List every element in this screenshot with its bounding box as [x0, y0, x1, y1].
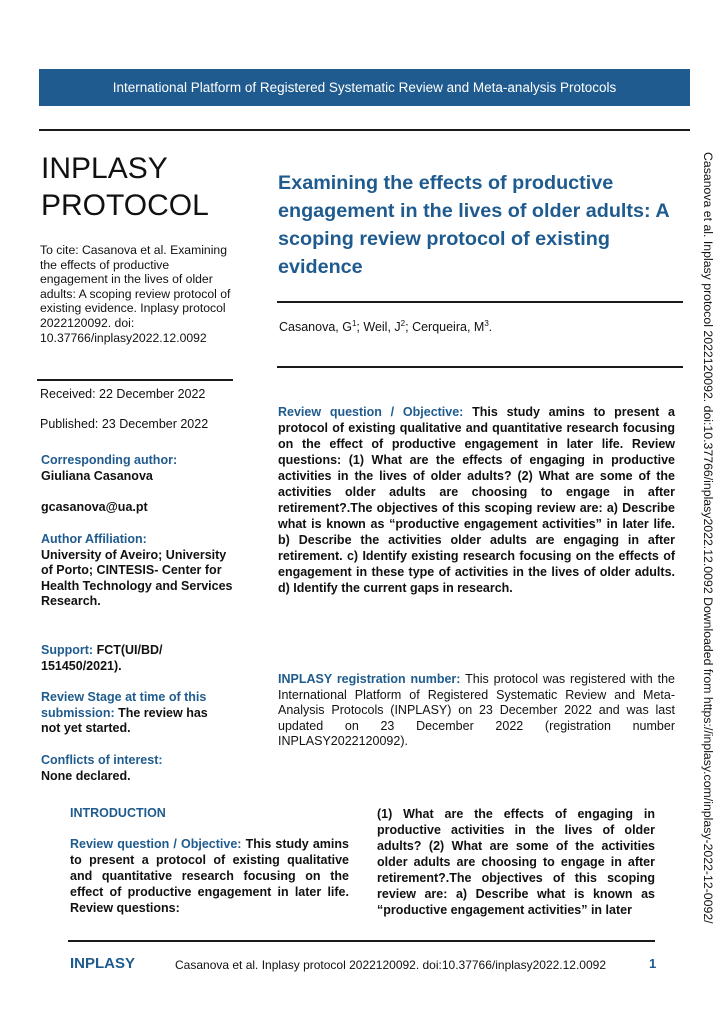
top-rule: [39, 129, 690, 131]
footer-brand: INPLASY: [70, 955, 136, 972]
support-info: [41, 643, 191, 674]
author-name: Weil, J: [363, 320, 401, 335]
author-3: [412, 320, 492, 334]
author-affiliation-mark: 2: [400, 319, 406, 328]
author-separator: .: [488, 320, 493, 335]
review-stage-label: Review Stage at time of this submission:: [41, 690, 207, 720]
affiliation-label: Author Affiliation:: [41, 532, 147, 546]
abstract-text: This study amins to present a protocol of existing qualitative and quantitative research focusing on the effect of productive engagement in later life. Review questions: (1) What are the effects of engaging in productive activities in the lives of older adults? (2) What are some of the activities older adults are choosing to engage in after retirement?.The objectives of this scoping review are: a) Describe what is known as “productive engagement activities” in later life. b) Describe the activities older adults are engaging in after retirement. c) Identify existing research focusing on the effects of engagement in these type of activities in the lives of older adults. d) Identify the current gaps in research.: [278, 405, 675, 595]
author-list: [279, 319, 492, 334]
author-1: [279, 320, 363, 334]
header-banner: [39, 69, 690, 106]
intro-question-label: Review question / Objective:: [70, 837, 242, 851]
author-separator: ;: [405, 320, 413, 335]
introduction-heading: INTRODUCTION: [70, 806, 166, 820]
protocol-heading-line1: INPLASY: [41, 152, 168, 185]
page-number: 1: [649, 956, 657, 971]
support-text: FCT(UI/BD/ 151450/2021).: [41, 643, 163, 673]
conflicts-text: None declared.: [41, 768, 131, 783]
title-rule: [277, 301, 683, 303]
support-label: Support:: [41, 643, 94, 657]
protocol-heading-line2: PROTOCOL: [41, 189, 209, 222]
protocol-heading: [41, 150, 209, 224]
left-dates-rule: [37, 379, 233, 381]
author-affiliation-mark: 1: [351, 319, 357, 328]
received-date: Received: 22 December 2022: [40, 387, 206, 401]
abstract-paragraph: [278, 404, 675, 596]
footer-citation: Casanova et al. Inplasy protocol 2022120092. doi:10.37766/inplasy2022.12.0092: [175, 958, 606, 972]
conflicts-label: Conflicts of interest:: [41, 753, 163, 767]
author-affiliation-mark: 3: [484, 319, 489, 328]
corresponding-author: [41, 453, 241, 484]
side-download-note: Casanova et al. Inplasy protocol 2022120092. doi:10.37766/inplasy2022.12.0092 Downloaded from https://inplasy.com/inplasy-2022-12-0092/: [701, 152, 715, 924]
review-stage: [41, 690, 226, 737]
registration-paragraph: [278, 672, 675, 750]
abstract-label: Review question / Objective:: [278, 405, 464, 419]
corresponding-author-name: Giuliana Casanova: [41, 468, 153, 483]
registration-text: This protocol was registered with the International Platform of Registered Systematic Review and Meta-Analysis Protocols (INPLASY) on 23 December 2022 and was last updated on 23 December 2022 (registration number INPLASY2022120092).: [278, 672, 675, 748]
intro-column-2: (1) What are the effects of engaging in productive activities in the lives of older adults? (2) What are some of the activities older adults are choosing to engage in after retirement?.The objectives of this scoping review are: a) Describe what is known as “productive engagement activities” in later: [377, 807, 655, 917]
intro-column-1: [70, 836, 349, 916]
corresponding-author-label: Corresponding author:: [41, 453, 178, 467]
author-name: Cerqueira, M: [412, 320, 485, 335]
authors-rule: [277, 366, 683, 368]
registration-label: INPLASY registration number:: [278, 672, 461, 686]
banner-text: International Platform of Registered Systematic Review and Meta-analysis Protocols: [112, 80, 617, 95]
footer-rule: [68, 940, 655, 942]
author-email: gcasanova@ua.pt: [41, 500, 148, 514]
published-date: Published: 23 December 2022: [40, 417, 209, 431]
review-stage-text: The review has not yet started.: [41, 705, 208, 735]
conflicts-of-interest: [41, 753, 241, 784]
affiliation-text: University of Aveiro; University of Porto; CINTESIS- Center for Health Technology and Services Research.: [41, 547, 233, 608]
author-name: Casanova, G: [279, 320, 352, 335]
citation-text: To cite: Casanova et al. Examining the effects of productive engagement in the lives of older adults: A scoping review protocol of existing evidence. Inplasy protocol 2022120092. doi: 10.37766/inplasy2022.12.0092: [40, 243, 231, 345]
article-title: Examining the effects of productive engagement in the lives of older adults: A scoping review protocol of existing evidence: [278, 172, 669, 278]
author-separator: ;: [356, 320, 364, 335]
author-affiliation: [41, 532, 241, 610]
intro-column-1-text: This study amins to present a protocol of existing qualitative and quantitative research focusing on the effect of productive engagement in later life. Review questions:: [70, 837, 349, 915]
author-2: [363, 320, 412, 334]
